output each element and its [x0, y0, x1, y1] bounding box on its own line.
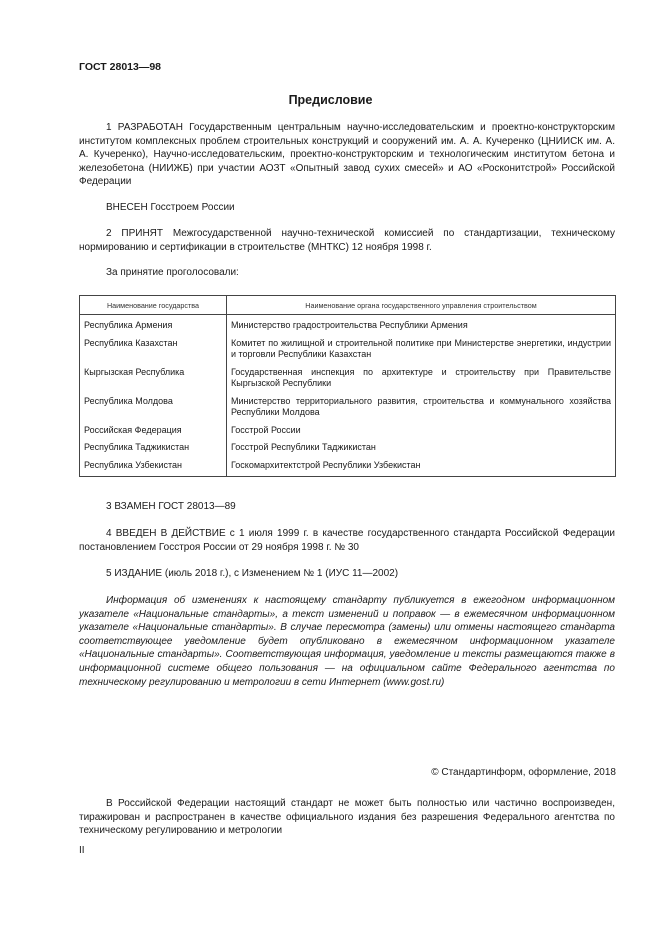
table-row	[80, 394, 616, 423]
item-replaces: 3 ВЗАМЕН ГОСТ 28013—89	[106, 501, 236, 512]
table-cell-body: Государственная инспекция по архитектуре и строительству при Правительстве Кыргызской Республики	[227, 365, 616, 394]
reproduction-notice: В Российской Федерации настоящий стандарт не может быть полностью или частично воспроизведен, тиражирован и распространен в качестве официального издания без разрешения Федерального агентства по техническому регулированию и метрологии	[79, 798, 615, 837]
table-cell-body: Госстрой России	[227, 423, 616, 441]
table-header-state: Наименование государства	[80, 296, 227, 315]
voting-table	[79, 295, 616, 477]
table-cell-state: Кыргызская Республика	[80, 365, 227, 394]
table-row	[80, 315, 616, 336]
table-row	[80, 440, 616, 458]
table-row	[80, 458, 616, 477]
table-cell-state: Республика Молдова	[80, 394, 227, 423]
table-row	[80, 423, 616, 441]
copyright-line: © Стандартинформ, оформление, 2018	[431, 767, 616, 778]
table-cell-state: Российская Федерация	[80, 423, 227, 441]
table-row	[80, 365, 616, 394]
table-header-body: Наименование органа государственного управления строительством	[227, 296, 616, 315]
table-header-row	[80, 296, 616, 315]
table-cell-body: Министерство территориального развития, строительства и коммунального хозяйства Республики Молдова	[227, 394, 616, 423]
item-edition: 5 ИЗДАНИЕ (июль 2018 г.), с Изменением № 1 (ИУС 11—2002)	[106, 568, 399, 579]
page-number: II	[79, 845, 85, 856]
vote-intro: За принятие проголосовали:	[106, 267, 239, 278]
item-introduced: ВНЕСЕН Госстроем России	[106, 202, 235, 213]
table-row	[80, 336, 616, 365]
table-cell-body: Госстрой Республики Таджикистан	[227, 440, 616, 458]
table-cell-state: Республика Узбекистан	[80, 458, 227, 477]
page-title: Предисловие	[288, 93, 373, 107]
item-adopted: 2 ПРИНЯТ Межгосударственной научно-технической комиссией по стандартизации, техническому нормированию и сертификации в строительстве (МНТКС) 12 ноября 1998 г.	[79, 228, 615, 253]
table-cell-body: Комитет по жилищной и строительной политике при Министерстве энергетики, индустрии и торговли Республики Казахстан	[227, 336, 616, 365]
table-cell-state: Республика Таджикистан	[80, 440, 227, 458]
table-cell-body: Министерство градостроительства Республики Армения	[227, 315, 616, 336]
table-cell-body: Госкомархитектстрой Республики Узбекистан	[227, 458, 616, 477]
document-code: ГОСТ 28013—98	[79, 61, 162, 73]
table-cell-state: Республика Армения	[80, 315, 227, 336]
changes-info-note: Информация об изменениях к настоящему стандарту публикуется в ежегодном информационном указателе «Национальные стандарты», а текст изменений и поправок — в ежемесячном информационном указателе «Национальные стандарты». В случае пересмотра (замены) или отмены настоящего стандарта соответствующее уведомление будет опубликовано в ежемесячном информационном указателе «Национальные стандарты». Соответствующая информация, уведомление и тексты размещаются также в информационной системе общего пользования — на официальном сайте Федерального агентства по техническому регулированию и метрологии в сети Интернет (www.gost.ru)	[79, 595, 615, 688]
item-effective: 4 ВВЕДЕН В ДЕЙСТВИЕ с 1 июля 1999 г. в качестве государственного стандарта Российской Федерации постановлением Госстроя России от 29 ноября 1998 г. № 30	[79, 528, 615, 553]
item-developed: 1 РАЗРАБОТАН Государственным центральным научно-исследовательским и проектно-конструкторским институтом комплексных проблем строительных конструкций и сооружений им. А. А. Кучеренко (ЦНИИСК им. А. А. Кучеренко), Научно-исследовательским, проектно-конструкторским и технологическим институтом бетона и железобетона (НИИЖБ) при участии АОЗТ «Опытный завод сухих смесей» и АО «Росконитстрой» Российской Федерации	[79, 122, 615, 188]
table-cell-state: Республика Казахстан	[80, 336, 227, 365]
